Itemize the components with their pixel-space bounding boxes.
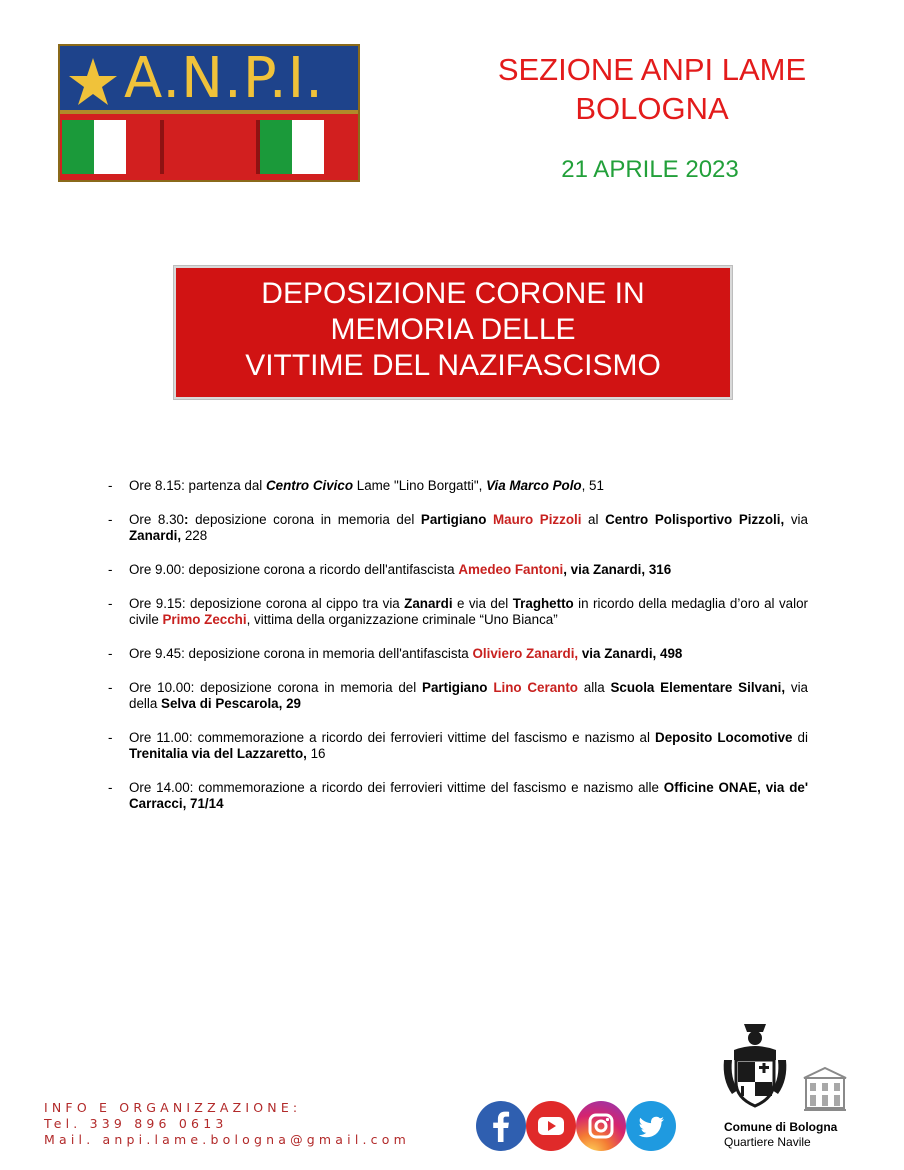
program-text: , 51 bbox=[581, 478, 604, 493]
program-text: Zanardi bbox=[404, 596, 453, 611]
program-text: v bbox=[784, 512, 798, 527]
program-text: Ore 9.45: deposizione corona in memoria dell'antifascista bbox=[129, 646, 473, 661]
program-text: Centro Polisportivo Pizzoli, bbox=[605, 512, 785, 527]
list-bullet: - bbox=[108, 596, 113, 611]
program-text: deposizione corona in memoria del bbox=[188, 512, 421, 527]
info-label: INFO E ORGANIZZAZIONE: bbox=[44, 1100, 302, 1115]
phone-number: Tel. 339 896 0613 bbox=[44, 1116, 228, 1131]
program-text: Scuola Elementare Silvani, bbox=[610, 680, 786, 695]
program-text: , vittima della organizzazione criminale “Uno Bianca” bbox=[246, 612, 558, 627]
program-text bbox=[486, 512, 493, 527]
email-address[interactable]: Mail. anpi.lame.bologna@gmail.com bbox=[44, 1132, 410, 1147]
quartiere-building-icon bbox=[802, 1066, 848, 1112]
program-text: Oliviero Zanardi, bbox=[472, 646, 579, 661]
program-text: Ore 14.00: commemorazione a ricordo dei ferrovieri vittime del fascismo e nazismo alle bbox=[129, 780, 664, 795]
program-text: alla bbox=[577, 680, 611, 695]
program-list bbox=[108, 478, 808, 830]
program-text: di bbox=[792, 730, 808, 745]
program-text: Mauro Pizzoli bbox=[493, 512, 582, 527]
program-text: via della bbox=[129, 680, 808, 711]
program-text: Partigiano bbox=[420, 512, 487, 527]
program-item bbox=[108, 512, 808, 544]
program-text: Ore 10.00: deposizione corona in memoria del bbox=[129, 680, 423, 695]
program-text: Ore 8.15: partenza dal bbox=[129, 478, 266, 493]
event-banner: DEPOSIZIONE CORONE IN MEMORIA DELLE VITTIME DEL NAZIFASCISMO bbox=[174, 266, 732, 399]
program-text: Officine ONAE, via de' Carracci, 71/14 bbox=[129, 780, 809, 811]
program-item bbox=[108, 646, 808, 662]
event-date: 21 APRILE 2023 bbox=[561, 156, 739, 183]
program-text: Partigiano bbox=[422, 680, 488, 695]
program-text: Ore 11.00: commemorazione a ricordo dei ferrovieri vittime del fascismo e nazismo al bbox=[129, 730, 656, 745]
quartiere-name: Quartiere Navile bbox=[724, 1135, 811, 1149]
program-text: , via Zanardi, 316 bbox=[563, 562, 672, 577]
section-title: SEZIONE ANPI LAME BOLOGNA bbox=[497, 52, 807, 126]
facebook-icon[interactable] bbox=[476, 1101, 526, 1151]
instagram-icon[interactable] bbox=[576, 1101, 626, 1151]
program-text: Centro Civico bbox=[265, 478, 354, 493]
anpi-logo bbox=[58, 44, 360, 182]
program-item bbox=[108, 596, 808, 628]
twitter-icon[interactable] bbox=[626, 1101, 676, 1151]
program-text: al bbox=[581, 512, 606, 527]
program-text: Traghetto bbox=[512, 596, 574, 611]
list-bullet: - bbox=[108, 646, 113, 661]
program-text: Zanardi, bbox=[129, 528, 182, 543]
program-text: Primo Zecchi bbox=[162, 612, 247, 627]
list-bullet: - bbox=[108, 562, 113, 577]
program-text: ia bbox=[797, 512, 808, 527]
list-bullet: - bbox=[108, 730, 113, 745]
program-text: 16 bbox=[306, 746, 326, 761]
comune-crest-icon bbox=[720, 1020, 790, 1112]
program-text: Amedeo Fantoni bbox=[458, 562, 564, 577]
list-bullet: - bbox=[108, 680, 113, 695]
comune-name: Comune di Bologna bbox=[724, 1120, 838, 1134]
program-text: in ricordo della medaglia d’oro al valor civile bbox=[129, 596, 808, 627]
program-text: Via Marco Polo bbox=[486, 478, 582, 493]
program-item bbox=[108, 730, 808, 762]
program-text: Deposito Locomotive bbox=[655, 730, 793, 745]
italian-flag-left bbox=[62, 120, 158, 174]
program-text: Lino Ceranto bbox=[493, 680, 578, 695]
program-item bbox=[108, 478, 808, 494]
program-text: Ore 9.00: deposizione corona a ricordo dell'antifascista bbox=[129, 562, 459, 577]
footer-contact-info bbox=[44, 1100, 410, 1148]
program-text: Ore 8.30 bbox=[129, 512, 184, 527]
program-item bbox=[108, 562, 808, 578]
list-bullet: - bbox=[108, 780, 113, 795]
program-text: : bbox=[184, 512, 189, 527]
program-text: Lame "Lino Borgatti", bbox=[353, 478, 487, 493]
program-text: Trenitalia via del Lazzaretto, bbox=[129, 746, 307, 761]
program-text: 228 bbox=[181, 528, 208, 543]
program-item bbox=[108, 680, 808, 712]
program-text: Ore 9.15: deposizione corona al cippo tra via bbox=[129, 596, 405, 611]
italian-flag-right bbox=[260, 120, 356, 174]
list-bullet: - bbox=[108, 478, 113, 493]
star-icon bbox=[66, 48, 120, 110]
list-bullet: - bbox=[108, 512, 113, 527]
program-text: e via del bbox=[452, 596, 513, 611]
program-text: via Zanardi, 498 bbox=[578, 646, 683, 661]
program-item bbox=[108, 780, 808, 812]
logo-text: A.N.P.I. bbox=[124, 46, 324, 111]
youtube-icon[interactable] bbox=[526, 1101, 576, 1151]
program-text: Selva di Pescarola, 29 bbox=[161, 696, 301, 711]
